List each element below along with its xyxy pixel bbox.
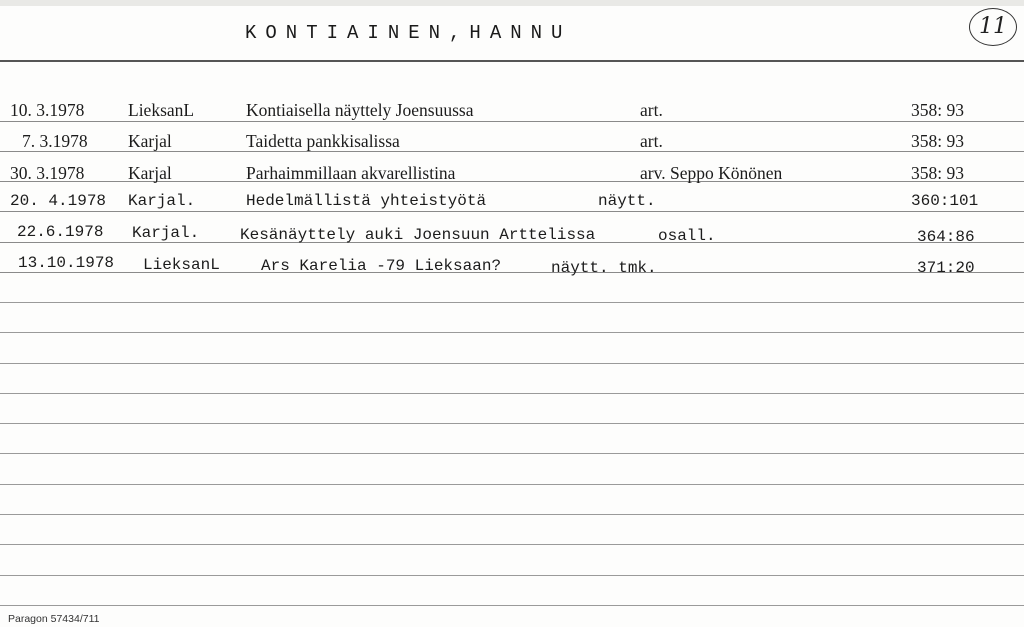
ruled-line bbox=[0, 575, 1024, 576]
entry-type: art. bbox=[640, 131, 663, 151]
entry-type: art. bbox=[640, 100, 663, 120]
entry-date: 20. 4.1978 bbox=[10, 192, 107, 210]
entry-date: 30. 3.1978 bbox=[10, 163, 85, 183]
entry-type: näytt. bbox=[598, 192, 656, 210]
ruled-line bbox=[0, 453, 1024, 454]
entry-date: 22.6.1978 bbox=[17, 223, 104, 241]
ruled-line bbox=[0, 423, 1024, 424]
entry-type: näytt. tmk. bbox=[551, 259, 657, 277]
entry-title: Taidetta pankkisalissa bbox=[246, 131, 400, 151]
ruled-line bbox=[0, 121, 1024, 122]
ruled-line bbox=[0, 514, 1024, 515]
entry-source: Karjal. bbox=[132, 224, 200, 242]
entry-title: Parhaimmillaan akvarellistina bbox=[246, 163, 456, 183]
ruled-line bbox=[0, 484, 1024, 485]
entry-type: arv. Seppo Könönen bbox=[640, 163, 783, 183]
card-top-edge bbox=[0, 0, 1024, 6]
entry-ref: 358: 93 bbox=[911, 100, 964, 120]
entry-date: 10. 3.1978 bbox=[10, 100, 85, 120]
entry-title: Ars Karelia -79 Lieksaan? bbox=[261, 257, 502, 275]
entry-title: Kesänäyttely auki Joensuun Arttelissa bbox=[240, 226, 596, 244]
printer-imprint: Paragon 57434/711 bbox=[8, 613, 100, 625]
ruled-line bbox=[0, 544, 1024, 545]
entry-date: 13.10.1978 bbox=[18, 254, 115, 272]
ruled-line bbox=[0, 211, 1024, 212]
card-title: KONTIAINEN,HANNU bbox=[245, 22, 572, 44]
entry-source: LieksanL bbox=[128, 100, 195, 120]
entry-ref: 360:101 bbox=[911, 192, 979, 210]
entry-ref: 358: 93 bbox=[911, 163, 964, 183]
ruled-line bbox=[0, 393, 1024, 394]
entry-source: Karjal bbox=[128, 163, 172, 183]
entry-source: Karjal. bbox=[128, 192, 196, 210]
card-number-circled: 11 bbox=[969, 8, 1017, 46]
ruled-line bbox=[0, 605, 1024, 606]
ruled-line bbox=[0, 332, 1024, 333]
entry-type: osall. bbox=[658, 227, 716, 245]
entry-title: Hedelmällistä yhteistyötä bbox=[246, 192, 487, 210]
entry-source: LieksanL bbox=[143, 256, 220, 274]
entry-ref: 371:20 bbox=[917, 259, 975, 277]
ruled-line bbox=[0, 302, 1024, 303]
header-rule bbox=[0, 60, 1024, 62]
entry-date: 7. 3.1978 bbox=[22, 131, 88, 151]
entry-ref: 358: 93 bbox=[911, 131, 964, 151]
ruled-line bbox=[0, 151, 1024, 152]
entry-ref: 364:86 bbox=[917, 228, 975, 246]
entry-title: Kontiaisella näyttely Joensuussa bbox=[246, 100, 474, 120]
ruled-line bbox=[0, 363, 1024, 364]
entry-source: Karjal bbox=[128, 131, 172, 151]
